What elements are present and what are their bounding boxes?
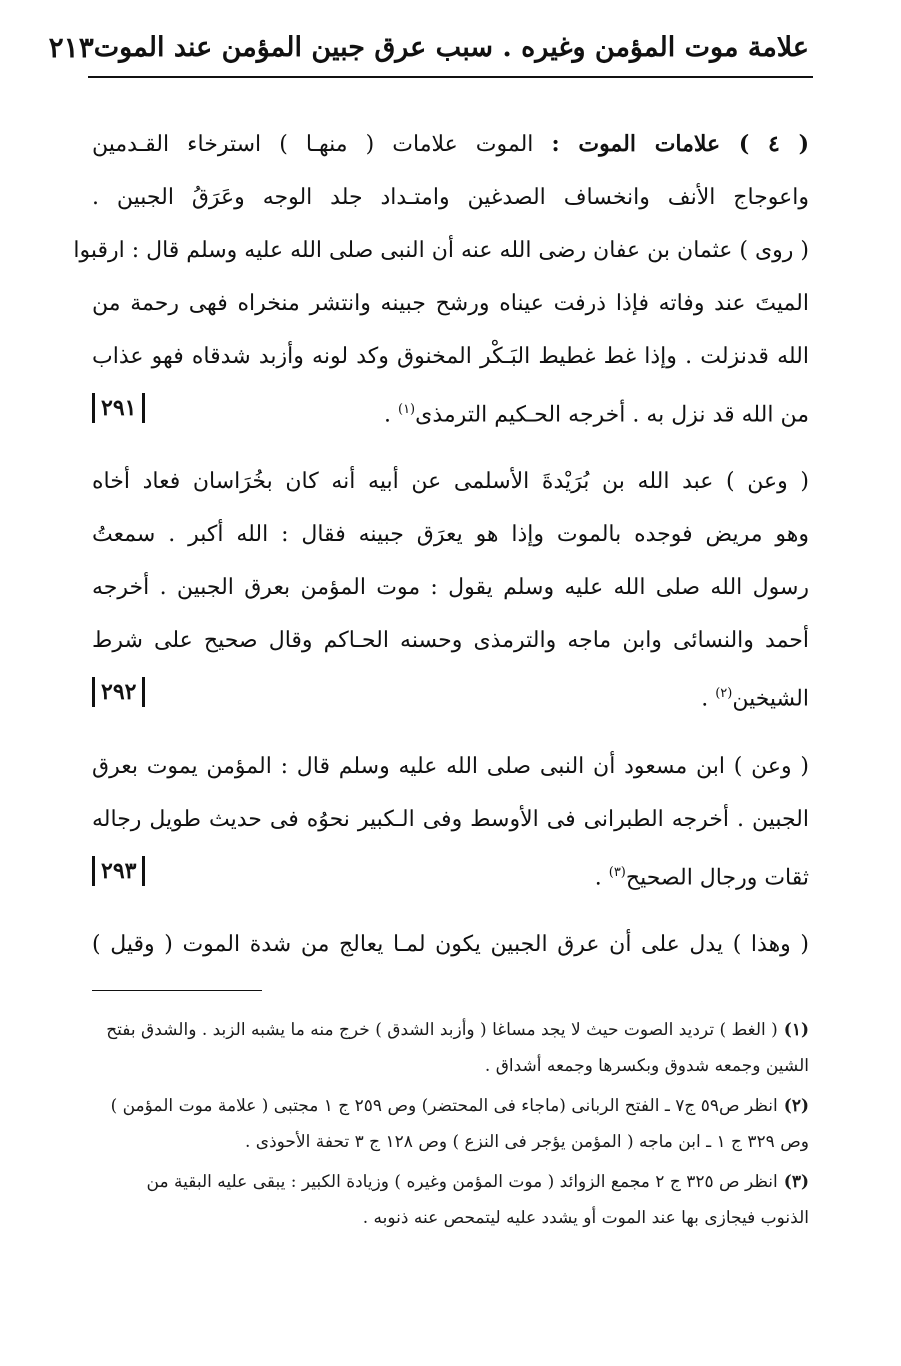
text-line: الميتَ عند وفاته فإذا ذرفت عيناه ورشح جبينه وانتشر منخراه فهى رحمة من <box>92 291 809 316</box>
footnote-rule <box>92 990 262 991</box>
running-header <box>48 24 809 70</box>
text-line: الجبين . أخرجه الطبرانى فى الأوسط وفى الـكبير نحوُه فى حديث طويل رجاله <box>92 806 809 832</box>
text-line: ( ٤ ) علامات الموت : الموت علامات ( منهـا ) استرخاء القـدمين <box>92 131 810 157</box>
text-line: الله قدنزلت . وإذا غط غطيط البَـكْر المخنوق وكد لونه وأزبد شدقاه فهو عذاب <box>92 344 809 369</box>
footnotes <box>100 1012 809 1240</box>
text-line: ( وعن ) عبد الله بن بُرَيْدةَ الأسلمى عن أبيه أنه كان بخُرَاسان فعاد أخاه <box>92 469 809 495</box>
page-number: ٢١٣ <box>48 30 94 64</box>
text-line: أحمد والنسائى وابن ماجه والترمذى وحسنه الحـاكم وقال صحيح على شرط <box>92 628 809 654</box>
text-line: ( وعن ) ابن مسعود أن النبى صلى الله عليه وسلم قال : المؤمن يموت بعرق <box>92 753 809 779</box>
main-text <box>73 118 810 971</box>
footnote-text: ( الغط ) ترديد الصوت حيث لا يجد مساغا ( وأزبد الشدق ) خرج منه ما يشبه الزبد . والشدق بفتح الشين وجمعه شدوق وبكسرها وجمعه أشداق . <box>106 1020 809 1076</box>
text-line: وهو مريض فوجده بالموت وإذا هو يعرَق جبينه فقال : الله أكبر . سمعتُ <box>92 522 809 548</box>
text-line: ( وهذا ) يدل على أن عرق الجبين يكون لمـا يعالج من شدة الموت ( وقيل ) <box>92 931 809 957</box>
text-line: رسول الله صلى الله عليه وسلم يقول : موت المؤمن بعرق الجبين . أخرجه <box>92 575 809 601</box>
text-line: الشيخين$^{(٢)}$ . ٢٩٢ <box>92 667 809 725</box>
text-line: ( روى ) عثمان بن عفان رضى الله عنه أن النبى صلى الله عليه وسلم قال : ارقبوا <box>73 238 809 263</box>
footnote-marker: (٢) <box>715 686 733 702</box>
footnote-number: (١) <box>783 1020 809 1040</box>
footnote-text: انظر ص٥٩ ج٧ ـ الفتح الربانى (ماجاء فى المحتضر) وص ٢٥٩ ج ١ مجتبى ( علامة موت المؤمن ) وص ٣٢٩ ج ١ ـ ابن ماجه ( المؤمن يؤجر فى النزع ) وص ١٢٨ ج ٣ تحفة الأحوذى . <box>110 1096 809 1152</box>
paragraph <box>92 918 809 971</box>
section-heading: ( ٤ ) علامات الموت : <box>551 131 810 157</box>
paragraph <box>92 740 809 904</box>
footnote-text: انظر ص ٣٢٥ ج ٢ مجمع الزوائد ( موت المؤمن وغيره ) وزيادة الكبير : يبقى عليه البقية من الذنوب فيجازى بها عند الموت أو يشدد عليه ليتمحص عنه ذنوبه . <box>146 1172 809 1228</box>
text-line: من الله قد نزل به . أخرجه الحـكيم الترمذى$^{(١)}$ . ٢٩١ <box>92 383 809 441</box>
header-title: علامة موت المؤمن وغيره . سبب عرق جبين المؤمن عند الموت <box>93 31 809 63</box>
hadith-number: ٢٩٢ <box>92 677 145 707</box>
footnote-number: (٢) <box>783 1096 809 1116</box>
hadith-number: ٢٩١ <box>92 393 145 423</box>
text-line: ثقات ورجال الصحيح$^{(٣)}$ . ٢٩٣ <box>92 846 809 904</box>
paragraph <box>73 118 810 441</box>
text-line: واعوجاج الأنف وانخساف الصدغين وامتـداد جلد الوجه وعَرَقُ الجبين . <box>92 185 809 210</box>
paragraph <box>92 455 809 725</box>
footnote <box>100 1164 809 1236</box>
footnote-marker: (٣) <box>608 864 626 880</box>
footnote-number: (٣) <box>783 1172 809 1192</box>
footnote <box>100 1012 809 1084</box>
footnote-marker: (١) <box>397 402 416 417</box>
header-rule <box>88 76 813 78</box>
hadith-number: ٢٩٣ <box>92 856 145 886</box>
footnote <box>100 1088 809 1160</box>
